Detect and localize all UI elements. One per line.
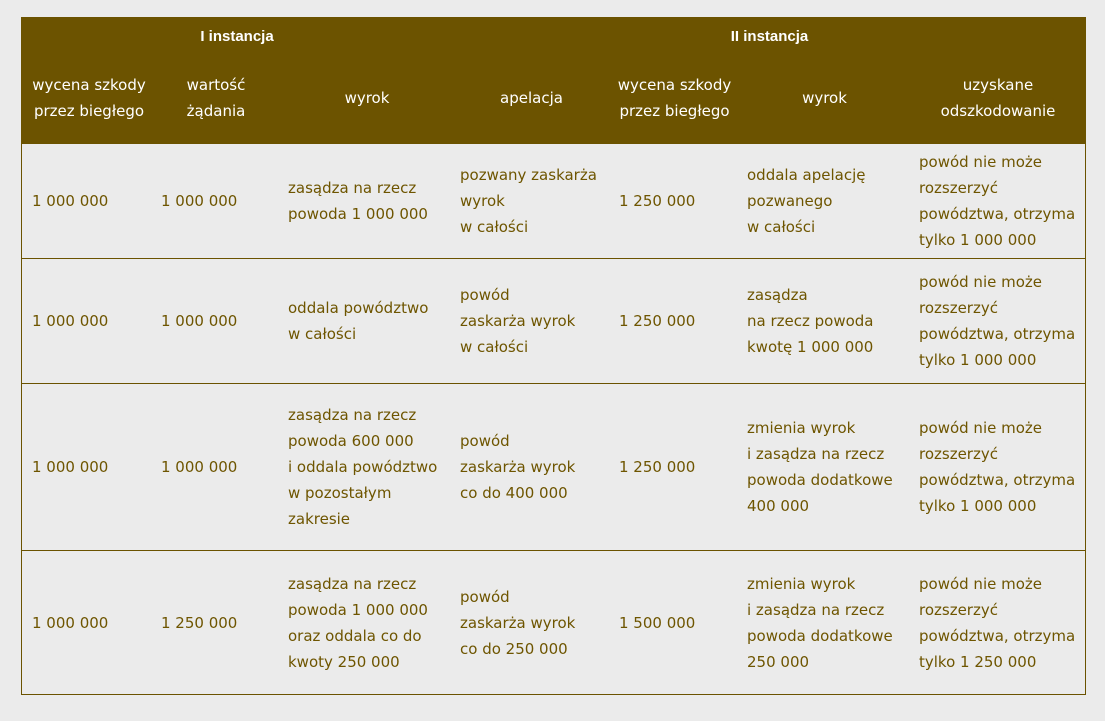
cell-expert-valuation-first: 1 000 000 [32,312,109,330]
header-appeal: apelacja [500,89,563,107]
cell-judgment-first: zasądza na rzecz powoda 1 000 000 oraz oddala co do kwoty 250 000 [288,574,428,671]
table-row [22,143,1085,258]
cell-claim-value: 1 250 000 [161,613,238,632]
cell-judgment-second: zasądza na rzecz powoda kwotę 1 000 000 [747,286,874,356]
table-header [22,18,1085,143]
header-expert-valuation-first: wycena szkody przez biegłego [32,76,146,120]
cell-expert-valuation-first: 1 000 000 [32,458,109,476]
cell-appeal: pozwany zaskarża wyrok w całości [460,166,597,236]
cell-judgment-second: zmienia wyrok i zasądza na rzecz powoda dodatkowe 400 000 [747,419,893,515]
header-group-first-instance: I instancja [200,28,274,45]
cell-appeal: powód zaskarża wyrok co do 400 000 [460,432,576,502]
cell-expert-valuation-second: 1 250 000 [619,458,696,476]
header-expert-valuation-second: wycena szkody przez biegłego [617,76,732,120]
table-row [22,258,1085,383]
cell-expert-valuation-second: 1 500 000 [619,613,696,632]
cell-claim-value: 1 000 000 [161,312,238,330]
damages-table [21,17,1086,695]
cell-judgment-second: oddala apelację pozwanego w całości [747,166,866,236]
cell-judgment-first: zasądza na rzecz powoda 600 000 i oddala powództwo w pozostałym zakresie [288,406,438,528]
table-row [22,383,1085,550]
cell-appeal: powód zaskarża wyrok co do 250 000 [460,587,576,658]
cell-compensation: powód nie może rozszerzyć powództwa, otrzyma tylko 1 000 000 [919,153,1076,249]
cell-claim-value: 1 000 000 [161,458,238,476]
cell-claim-value: 1 000 000 [161,192,238,210]
header-compensation: uzyskane odszkodowanie [940,76,1056,120]
cell-expert-valuation-first: 1 000 000 [32,192,109,210]
cell-expert-valuation-second: 1 250 000 [619,312,696,330]
header-judgment-first: wyrok [344,89,390,107]
cell-compensation: powód nie może rozszerzyć powództwa, otrzyma tylko 1 000 000 [919,273,1076,369]
table-row [22,550,1085,694]
cell-judgment-first: zasądza na rzecz powoda 1 000 000 [288,179,428,223]
header-group-second-instance: II instancja [730,28,809,45]
cell-judgment-first: oddala powództwo w całości [288,299,429,343]
cell-judgment-second: zmienia wyrok i zasądza na rzecz powoda dodatkowe 250 000 [747,574,893,671]
cell-expert-valuation-second: 1 250 000 [619,192,696,210]
header-judgment-second: wyrok [802,89,847,107]
cell-compensation: powód nie może rozszerzyć powództwa, otrzyma tylko 1 000 000 [919,419,1076,515]
header-claim-value: wartość żądania [186,76,246,120]
cell-appeal: powód zaskarża wyrok w całości [460,286,576,356]
cell-compensation: powód nie może rozszerzyć powództwa, otrzyma tylko 1 250 000 [919,574,1076,671]
cell-expert-valuation-first: 1 000 000 [32,613,109,632]
